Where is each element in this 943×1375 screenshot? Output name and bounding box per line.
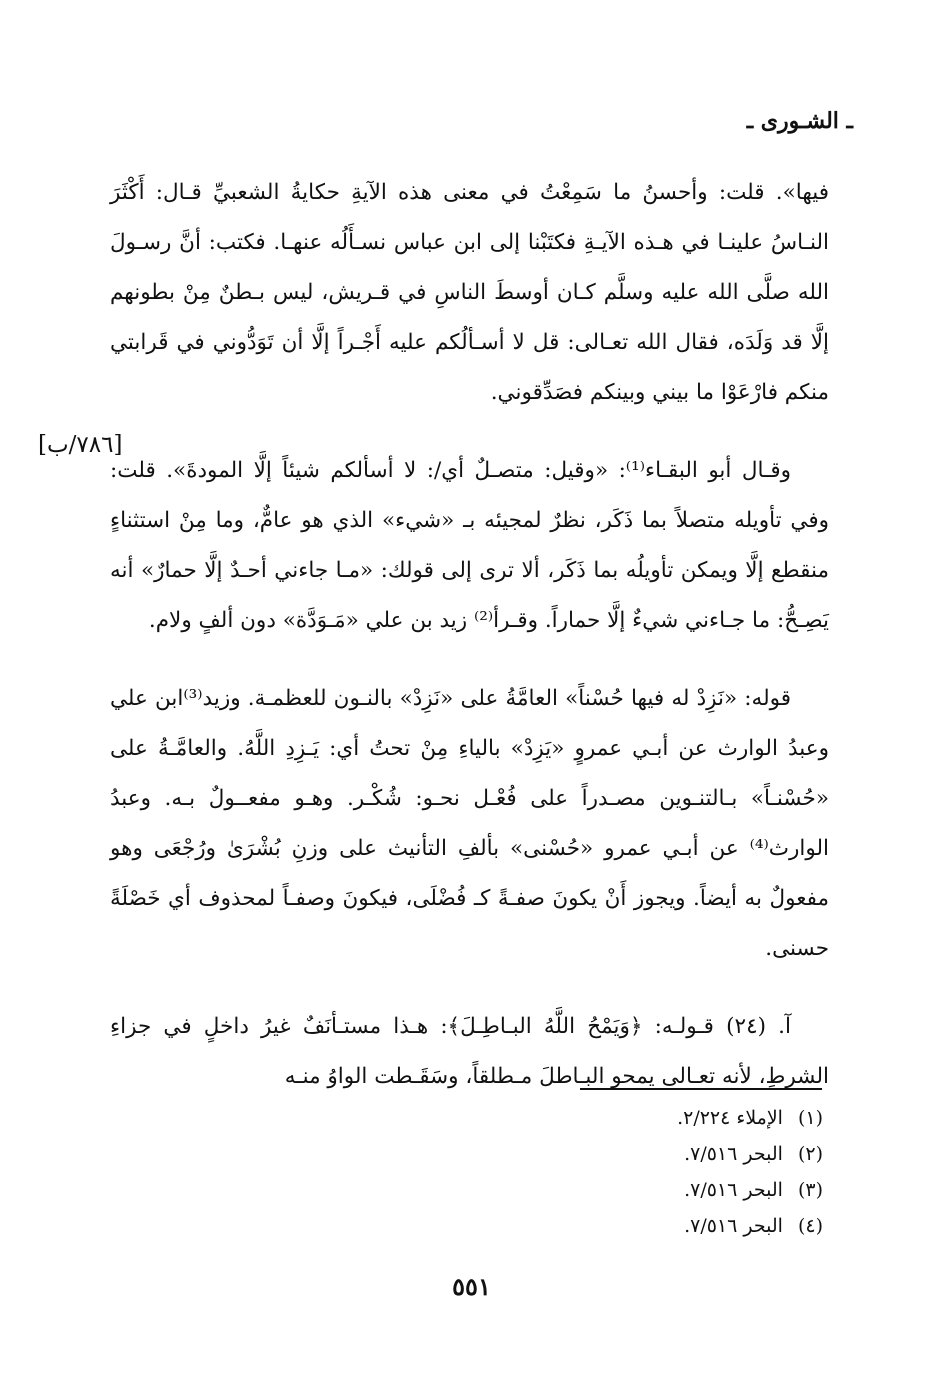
- footnote-item: [423, 1136, 823, 1172]
- footnote-number: (٣): [797, 1179, 823, 1201]
- footnote-text: البحر ٧/٥١٦.: [684, 1179, 783, 1201]
- footnote-separator: [580, 1088, 822, 1090]
- main-text: [110, 168, 829, 1130]
- paragraph-3: قوله: «نَزِدْ له فيها حُسْناً» العامَّةُ على «نَزِدْ» بالنـون للعظمـة. وزيد⁽³⁾ابن علي وعبدُ الوارث عن أبـي عمروٍ «يَزِدْ» بالياءِ مِنْ تحتُ أي: يَـزِدِ اللَّهُ. والعامَّـةُ على «حُسْنـاً» بـالتنـوين مصـدراً على فُعْـل نحـو: شُكْـر. وهـو مفعــولٌ بـه. وعبدُ الوارث⁽⁴⁾ عن أبـي عمرو «حُسْنى» بألفِ التأنيث على وزنِ بُشْرَىٰ ورُجْعَى وهو مفعولٌ به أيضاً. ويجوز أَنْ يكونَ صفـةً كـ فُضْلَى، فيكونَ وصفـاً لمحذوف أي خَصْلَةً حسنى.: [110, 686, 829, 961]
- footnote-number: (٢): [797, 1143, 823, 1165]
- footnote-number: (٤): [797, 1215, 823, 1237]
- paragraph-2: وقـال أبو البقـاء⁽¹⁾: «وقيل: متصـلٌ أي/: لا أسألكم شيئاً إلَّا المودةَ». قلت: وفي تأويله متصلاً بما ذَكَر، نظرٌ لمجيئه بـ «شيء» الذي هو عامٌّ، وما مِنْ استثناءٍ منقطع إلَّا ويمكن تأويلُه بما ذَكَر، ألا ترى إلى قولك: «مـا جاءني أحـدٌ إلَّا حمارٌ» أنه يَصِـحُّ: ما جـاءني شيءٌ إلَّا حماراً. وقـرأ⁽²⁾ زيد بن علي «مَـوَدَّة» دون ألفٍ ولام.: [110, 458, 829, 633]
- running-header: ـ الشـورى ـ: [746, 108, 853, 134]
- manuscript-folio-marker: [٧٨٦/ب]: [38, 432, 123, 458]
- footnotes: [423, 1100, 823, 1244]
- paragraph-4-verse-commentary: آ. (٢٤) قـولـه: ﴿وَيَمْحُ اللَّهُ البـاطِـلَ﴾: هـذا مستـأنَفٌ غيرُ داخلٍ في جزاءِ الشرطِ، لأنه تعـالى يمحو البـاطلَ مـطلقاً، وسَقَـطت الواوُ منـه: [110, 1014, 829, 1089]
- footnote-text: الإملاء ٢/٢٢٤.: [677, 1107, 783, 1129]
- footnote-text: البحر ٧/٥١٦.: [684, 1143, 783, 1165]
- footnote-number: (١): [797, 1107, 823, 1129]
- page-number: ٥٥١: [452, 1272, 491, 1301]
- footnote-item: [423, 1172, 823, 1208]
- paragraph-1: فيها». قلت: وأحسنُ ما سَمِعْتُ في معنى هذه الآيةِ حكايةُ الشعبيِّ قـال: أَكْثَرَ النـاسُ علينـا في هـذه الآيـةِ فكتَبْنا إلى ابن عباس نسـأَلُه عنهـا. فكتب: أنَّ رسـولَ الله صلَّى الله عليه وسلَّم كـان أوسطَ الناسِ في قـريش، ليس بـطنٌ مِنْ بطونهم إلَّا قد وَلَدَه، فقال الله تعـالى: قل لا أسـألُكم عليه أَجْـراً إلَّا أن تَوَدُّوني في قَرابتي منكم فارْعَوْا ما بيني وبينكم فصَدِّقوني.: [110, 180, 829, 405]
- footnote-item: [423, 1100, 823, 1136]
- footnote-text: البحر ٧/٥١٦.: [684, 1215, 783, 1237]
- footnote-item: [423, 1208, 823, 1244]
